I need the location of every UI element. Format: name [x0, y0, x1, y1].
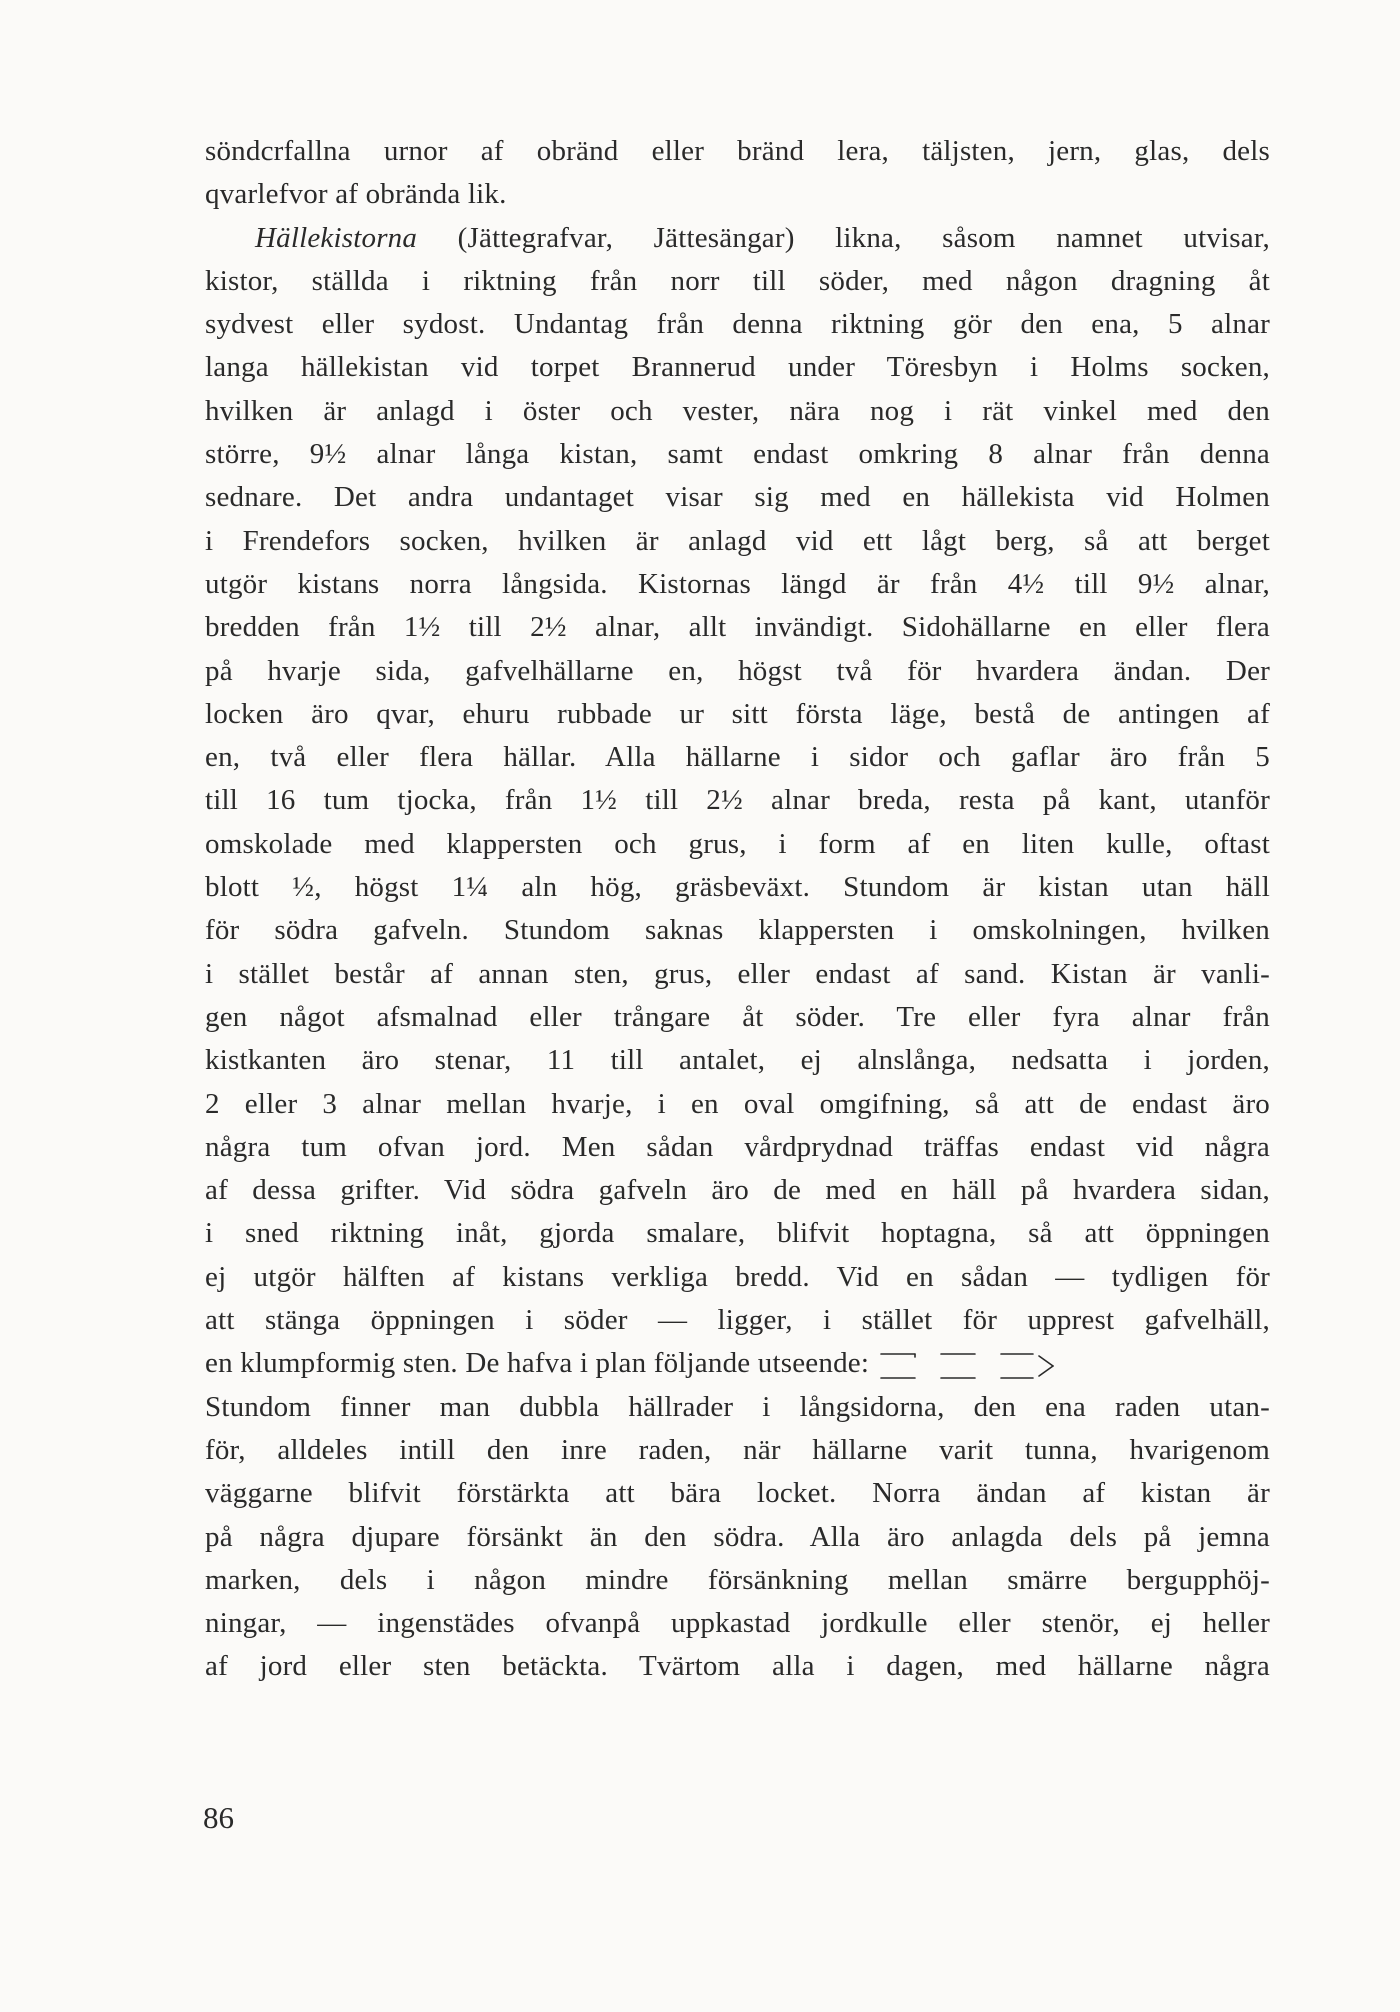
text-line: omskolade med klappersten och grus, i form af en liten kulle, oftast — [205, 827, 1270, 860]
text-line: några tum ofvan jord. Men sådan vårdprydnad träffas endast vid några — [205, 1130, 1270, 1163]
grave-plan-figure — [875, 1351, 1075, 1381]
text-line: en, två eller flera hällar. Alla hällarne i sidor och gaflar äro från 5 — [205, 741, 1270, 774]
text-line: sednare. Det andra undantaget visar sig med en hällekista vid Holmen — [205, 481, 1270, 514]
text-line: utgör kistans norra långsida. Kistornas längd är från 4½ till 9½ alnar, — [205, 567, 1270, 600]
text-line: bredden från 1½ till 2½ alnar, allt invändigt. Sidohällarne en eller flera — [205, 611, 1270, 644]
text-line: blott ½, högst 1¼ aln hög, gräsbeväxt. Stundom är kistan utan häll — [205, 871, 1270, 904]
text-line: marken, dels i någon mindre försänkning mellan smärre bergupphöj- — [205, 1563, 1270, 1596]
text-line: sydvest eller sydost. Undantag från denna riktning gör den ena, 5 alnar — [205, 308, 1270, 341]
text-line-with-plan-figure — [205, 1342, 1270, 1385]
text-line: ej utgör hälften af kistans verkliga bredd. Vid en sådan — tydligen för — [205, 1260, 1270, 1293]
text-line: i Frendefors socken, hvilken är anlagd vid ett lågt berg, så att berget — [205, 524, 1270, 557]
text-line: söndcrfallna urnor af obränd eller bränd lera, täljsten, jern, glas, dels — [205, 135, 1270, 167]
text-line: kistkanten äro stenar, 11 till antalet, ej alnslånga, nedsatta i jorden, — [205, 1044, 1270, 1077]
plan-figure-caption: en klumpformig sten. De hafva i plan följande utseende: — [205, 1347, 870, 1380]
text-line: i sned riktning inåt, gjorda smalare, blifvit hoptagna, så att öppningen — [205, 1217, 1270, 1250]
text-line-with-italic-term — [205, 217, 1270, 260]
text-line: kistor, ställda i riktning från norr till söder, med någon dragning åt — [205, 264, 1270, 297]
text-line: större, 9½ alnar långa kistan, samt endast omkring 8 alnar från denna — [205, 438, 1270, 471]
text-line: qvarlefvor af obrända lik. — [205, 178, 507, 211]
text-line: langa hällekistan vid torpet Brannerud under Töresbyn i Holms socken, — [205, 351, 1270, 384]
text-line: att stänga öppningen i söder — ligger, i stället för upprest gafvelhäll, — [205, 1304, 1270, 1337]
text-line: locken äro qvar, ehuru rubbade ur sitt första läge, bestå de antingen af — [205, 697, 1270, 730]
text-line: på hvarje sida, gafvelhällarne en, högst två för hvardera ändan. Der — [205, 654, 1270, 687]
text-line: i stället består af annan sten, grus, eller endast af sand. Kistan är vanli- — [205, 957, 1270, 990]
italic-term: Hällekistorna — [255, 221, 418, 254]
text-line: af jord eller sten betäckta. Tvärtom alla i dagen, med hällarne några — [205, 1650, 1270, 1683]
text-line: ningar, — ingenstädes ofvanpå uppkastad jordkulle eller stenör, ej heller — [205, 1607, 1270, 1640]
text-line: väggarne blifvit förstärkta att bära locket. Norra ändan af kistan är — [205, 1477, 1270, 1510]
text-line: 2 eller 3 alnar mellan hvarje, i en oval omgifning, så att de endast äro — [205, 1087, 1270, 1120]
text-line: till 16 tum tjocka, från 1½ till 2½ alnar breda, resta på kant, utanför — [205, 784, 1270, 817]
text-line: af dessa grifter. Vid södra gafveln äro de med en häll på hvardera sidan, — [205, 1174, 1270, 1207]
text-line: gen något afsmalnad eller trångare åt söder. Tre eller fyra alnar från — [205, 1000, 1270, 1033]
text-line: Stundom finner man dubbla hällrader i långsidorna, den ena raden utan- — [205, 1390, 1270, 1423]
page-number: 86 — [203, 1800, 234, 1835]
text-line: för, alldeles intill den inre raden, när hällarne varit tunna, hvarigenom — [205, 1433, 1270, 1466]
text-line: hvilken är anlagd i öster och vester, nära nog i rät vinkel med den — [205, 394, 1270, 427]
body-text — [205, 130, 1270, 1689]
text-line-rest: (Jättegrafvar, Jättesängar) likna, såsom namnet utvisar, — [417, 221, 1270, 254]
text-line: på några djupare försänkt än den södra. Alla äro anlagda dels på jemna — [205, 1520, 1270, 1553]
text-line: för södra gafveln. Stundom saknas klappersten i omskolningen, hvilken — [205, 914, 1270, 947]
